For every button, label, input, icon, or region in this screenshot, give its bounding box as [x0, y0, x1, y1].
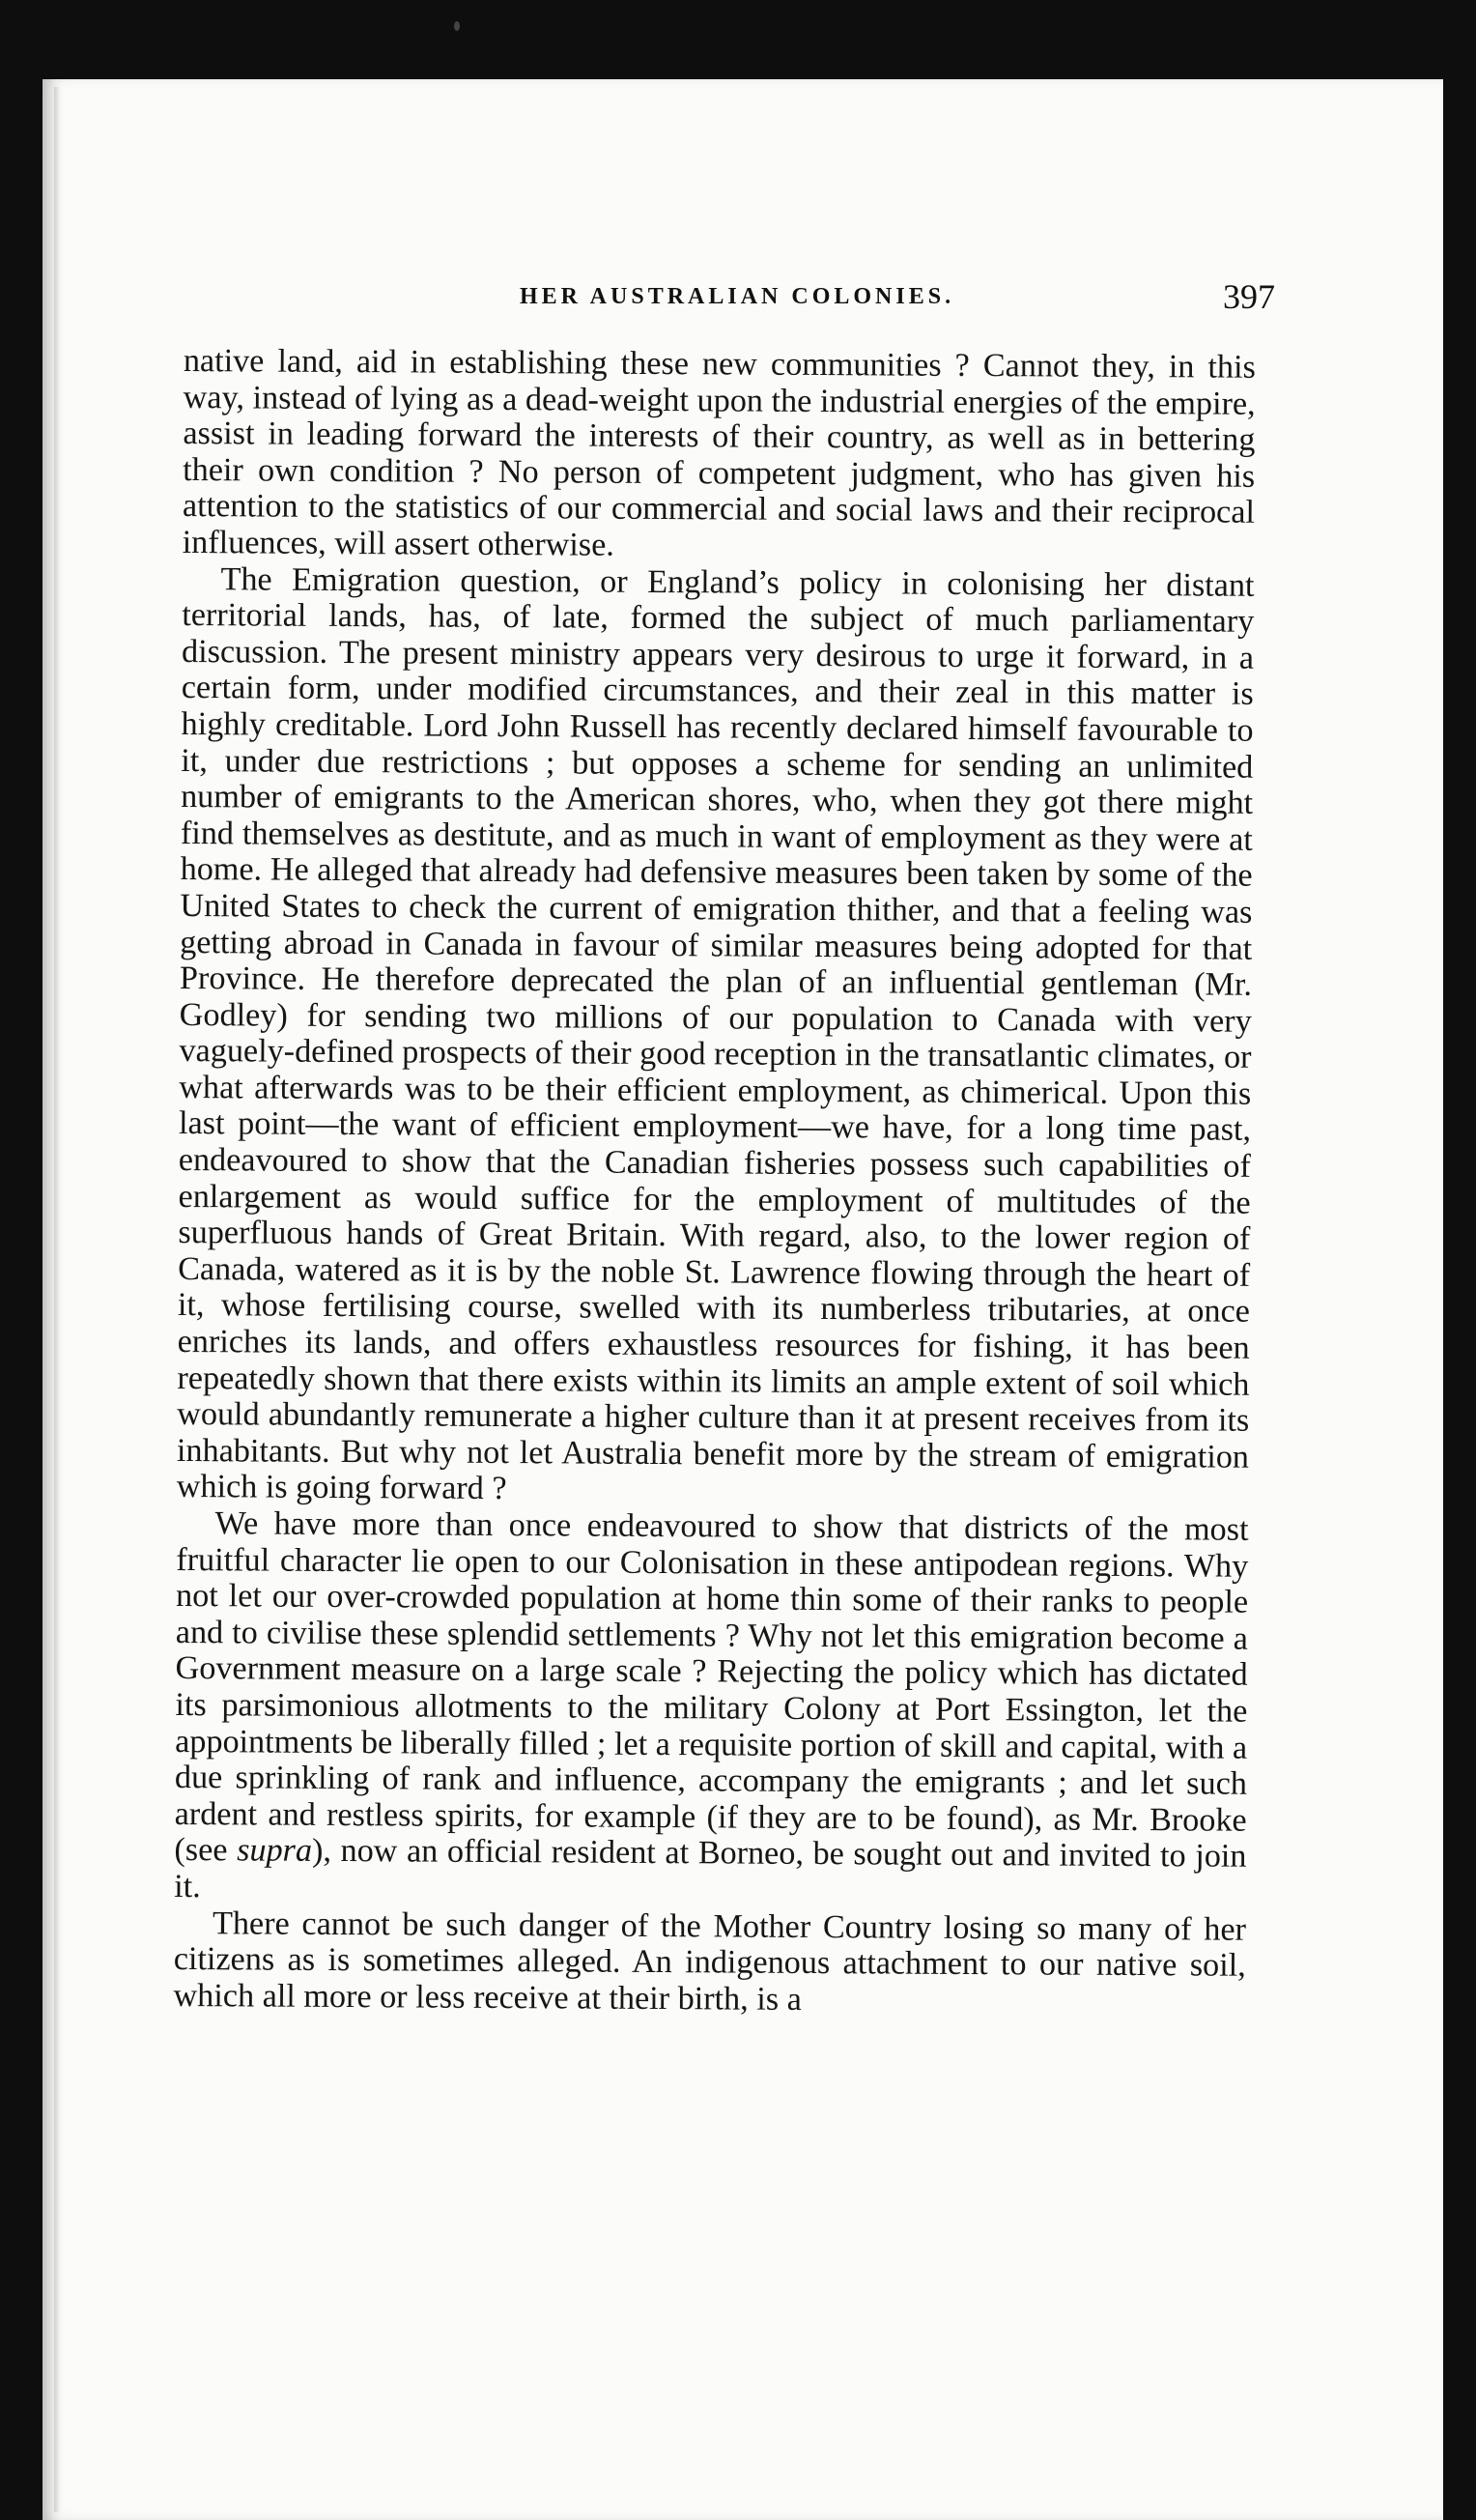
paragraph-2-text: The Emigration question, or England’s policy in colonising her distant territorial lands, has, of late, formed the subject of much parliamentary discussion. The present ministry appears very desirous to urge it forward, in a certain form, under modified circumstances, and their zeal in this matter is highly creditable. Lord John Russell has recently declared himself favourable to it, under due restrictions ; but opposes a scheme for sending an unlimited number of emigrants to the American shores, who, when they got there might find themselves as destitute, and as much in want of employment as they were at home. He alleged that already had defensive measures been taken by some of the United States to check the current of emigration thither, and that a feeling was getting abroad in Canada in favour of similar measures being adopted for that Province. He therefore deprecated the plan of an influential gentleman (Mr. Godley) for sending two millions of our population to Canada with very vaguely-defined prospects of their good reception in the transatlantic climates, or what afterwards was to be their efficient employment, as chimerical. Upon this last point—the want of efficient employment—we have, for a long time past, endeavoured to show that the Canadian fisheries possess such capabilities of enlargement as would suffice for the employment of multitudes of the superfluous hands of Great Britain. With regard, also, to the lower region of Canada, watered as it is by the noble St. Lawrence flowing through the heart of it, whose fertilising course, swelled with its numberless tributaries, at once enriches its lands, and offers exhaustless resources for fishing, it has been repeatedly shown that there exists within its limits an ample extent of soil which would abundantly remunerate a higher culture than it at present receives from its inhabitants. But why not let Australia benefit more by the stream of emigration which is going forward ?: [176, 560, 1255, 1507]
paragraph-3-text-before: We have more than once endeavoured to show that districts of the most fruitful character lie open to our Colonisation in these antipodean regions. Why not let our over-crowded population at home thin some of their ranks to people and to civilise these splendid settlements ? Why not let this emigration become a Government measure on a large scale ? Rejecting the policy which has dictated its parsimonious allotments to the military Colony at Port Essington, let the appointments be liberally filled ; let a requisite portion of skill and capital, with a due sprinkling of rank and influence, accompany the emigrants ; and let such ardent and restless spirits, for example (if they are to be found), as Mr. Brooke (see: [174, 1505, 1249, 1869]
paragraph-4: [173, 1905, 1246, 2021]
paragraph-3: [174, 1505, 1249, 1911]
running-head: HER AUSTRALIAN COLONIES.: [520, 284, 955, 309]
paragraph-1: [183, 343, 1256, 567]
page-number: 397: [1223, 277, 1275, 316]
paragraph-2: [177, 561, 1255, 1512]
scan-speck: [454, 21, 460, 31]
paragraph-3-text-after: ), now an official resident at Borneo, be sought out and invited to join it.: [174, 1833, 1247, 1905]
page-gutter-edge: [54, 87, 60, 2512]
body-text: [173, 343, 1256, 2020]
scan-right-border: [1443, 79, 1476, 2520]
page-header: [184, 277, 1275, 319]
paragraph-1-text: native land, aid in establishing these new communities ? Cannot they, in this way, instead of lying as a dead-weight upon the industrial energies of the empire, assist in leading forward the interests of their country, as well as in bettering their own condition ? No person of competent judgment, who has given his attention to the statistics of our commercial and social laws and their reciprocal influences, will assert otherwise.: [182, 343, 1256, 563]
paragraph-4-text: There cannot be such danger of the Mother Country losing so many of her citizens as is sometimes alleged. An indigenous attachment to our native soil, which all more or less receive at their birth, is a: [173, 1904, 1247, 2018]
paragraph-3-italic-supra: supra: [237, 1832, 313, 1870]
